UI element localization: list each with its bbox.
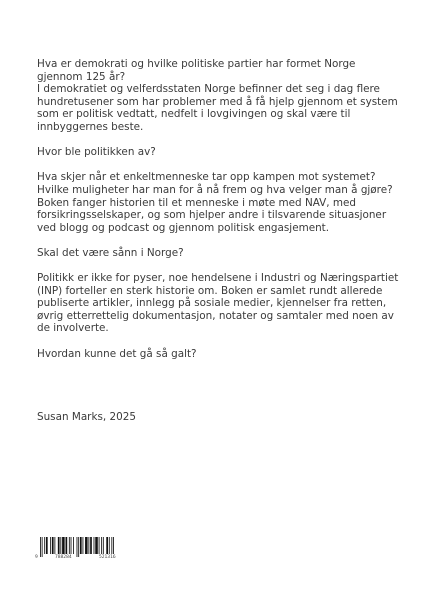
text-line: gjennom 125 år? <box>37 70 126 83</box>
paragraph-story <box>37 171 393 234</box>
text-line: hundretusener som har problemer med å få hjelp gjennom et system <box>37 95 398 108</box>
barcode-bar <box>80 537 82 554</box>
barcode-bar <box>52 537 54 554</box>
text-line: Hvordan kunne det gå så galt? <box>37 347 197 360</box>
barcode-bar <box>103 537 104 554</box>
text-line: ved blogg og podcast og gjennom politisk engasjement. <box>37 221 330 234</box>
isbn-barcode <box>35 537 137 561</box>
text-line: de involverte. <box>37 322 109 335</box>
text-line: Politikk er ikke for pyser, noe hendelsene i Industri og Næringspartiet <box>37 272 399 285</box>
paragraph-question-2 <box>37 247 387 260</box>
barcode-bar <box>54 537 55 554</box>
barcode-bar <box>83 537 84 554</box>
text-line: (INP) forteller en sterk historie om. Boken er samlet rundt allerede <box>37 284 383 297</box>
paragraph-question-3 <box>37 348 387 361</box>
barcode-bar <box>50 537 51 554</box>
text-line: øvrig etterrettelig dokumentasjon, notater og samtaler med noen av <box>37 309 394 322</box>
barcode-bar <box>69 537 70 554</box>
text-line: Hvor ble politikken av? <box>37 146 156 159</box>
barcode-bar <box>58 537 60 554</box>
text-line: Skal det være sånn i Norge? <box>37 246 184 259</box>
paragraph-question-1 <box>37 146 387 159</box>
text-line: Hva er demokrati og hvilke politiske partier har formet Norge <box>37 58 356 70</box>
barcode-bar <box>106 537 108 554</box>
text-line: I demokratiet og velferdsstaten Norge befinner det seg i dag flere <box>37 83 380 96</box>
text-line: Hvilke muligheter har man for å nå frem og hva velger man å gjøre? <box>37 183 393 196</box>
back-cover-text <box>37 58 399 423</box>
barcode-bar <box>88 537 89 554</box>
author-signature: Susan Marks, 2025 <box>37 410 136 423</box>
barcode-bar <box>44 537 45 554</box>
text-line: som er politisk vedtatt, nedfelt i lovgivingen og skal være til <box>37 108 351 121</box>
barcode-bar <box>66 537 68 554</box>
barcode-bar <box>109 537 110 554</box>
barcode-bar <box>46 537 48 554</box>
barcode-bar <box>85 537 88 554</box>
barcode-bar <box>101 537 102 554</box>
paragraph-politics <box>37 272 399 335</box>
paragraph-intro <box>37 58 398 134</box>
barcode-bar <box>90 537 92 554</box>
barcode-digit-lead: 9 <box>35 555 38 560</box>
text-line: innbyggernes beste. <box>37 120 144 133</box>
text-line: Hva skjer når et enkeltmenneske tar opp kampen mot systemet? <box>37 171 376 184</box>
barcode-bar <box>99 537 100 554</box>
barcode-bar <box>60 537 61 554</box>
text-line: forsikringsselskaper, og som hjelper andre i tilsvarende situasjoner <box>37 209 387 222</box>
text-line: Boken fanger historien til et menneske i møte med NAV, med <box>37 196 356 209</box>
text-line: publiserte artikler, innlegg på sosiale medier, kjennelser fra retten, <box>37 297 387 310</box>
barcode-bar <box>95 537 98 554</box>
barcode-bar <box>111 537 112 554</box>
barcode-digit-group-2: 521316 <box>99 555 116 560</box>
barcode-bar <box>71 537 72 554</box>
barcode-digit-group-1: 788284 <box>55 555 72 560</box>
barcode-bar <box>62 537 65 554</box>
barcode-bar <box>94 537 95 554</box>
barcode-bar <box>73 537 74 554</box>
barcode-digits <box>35 554 137 561</box>
